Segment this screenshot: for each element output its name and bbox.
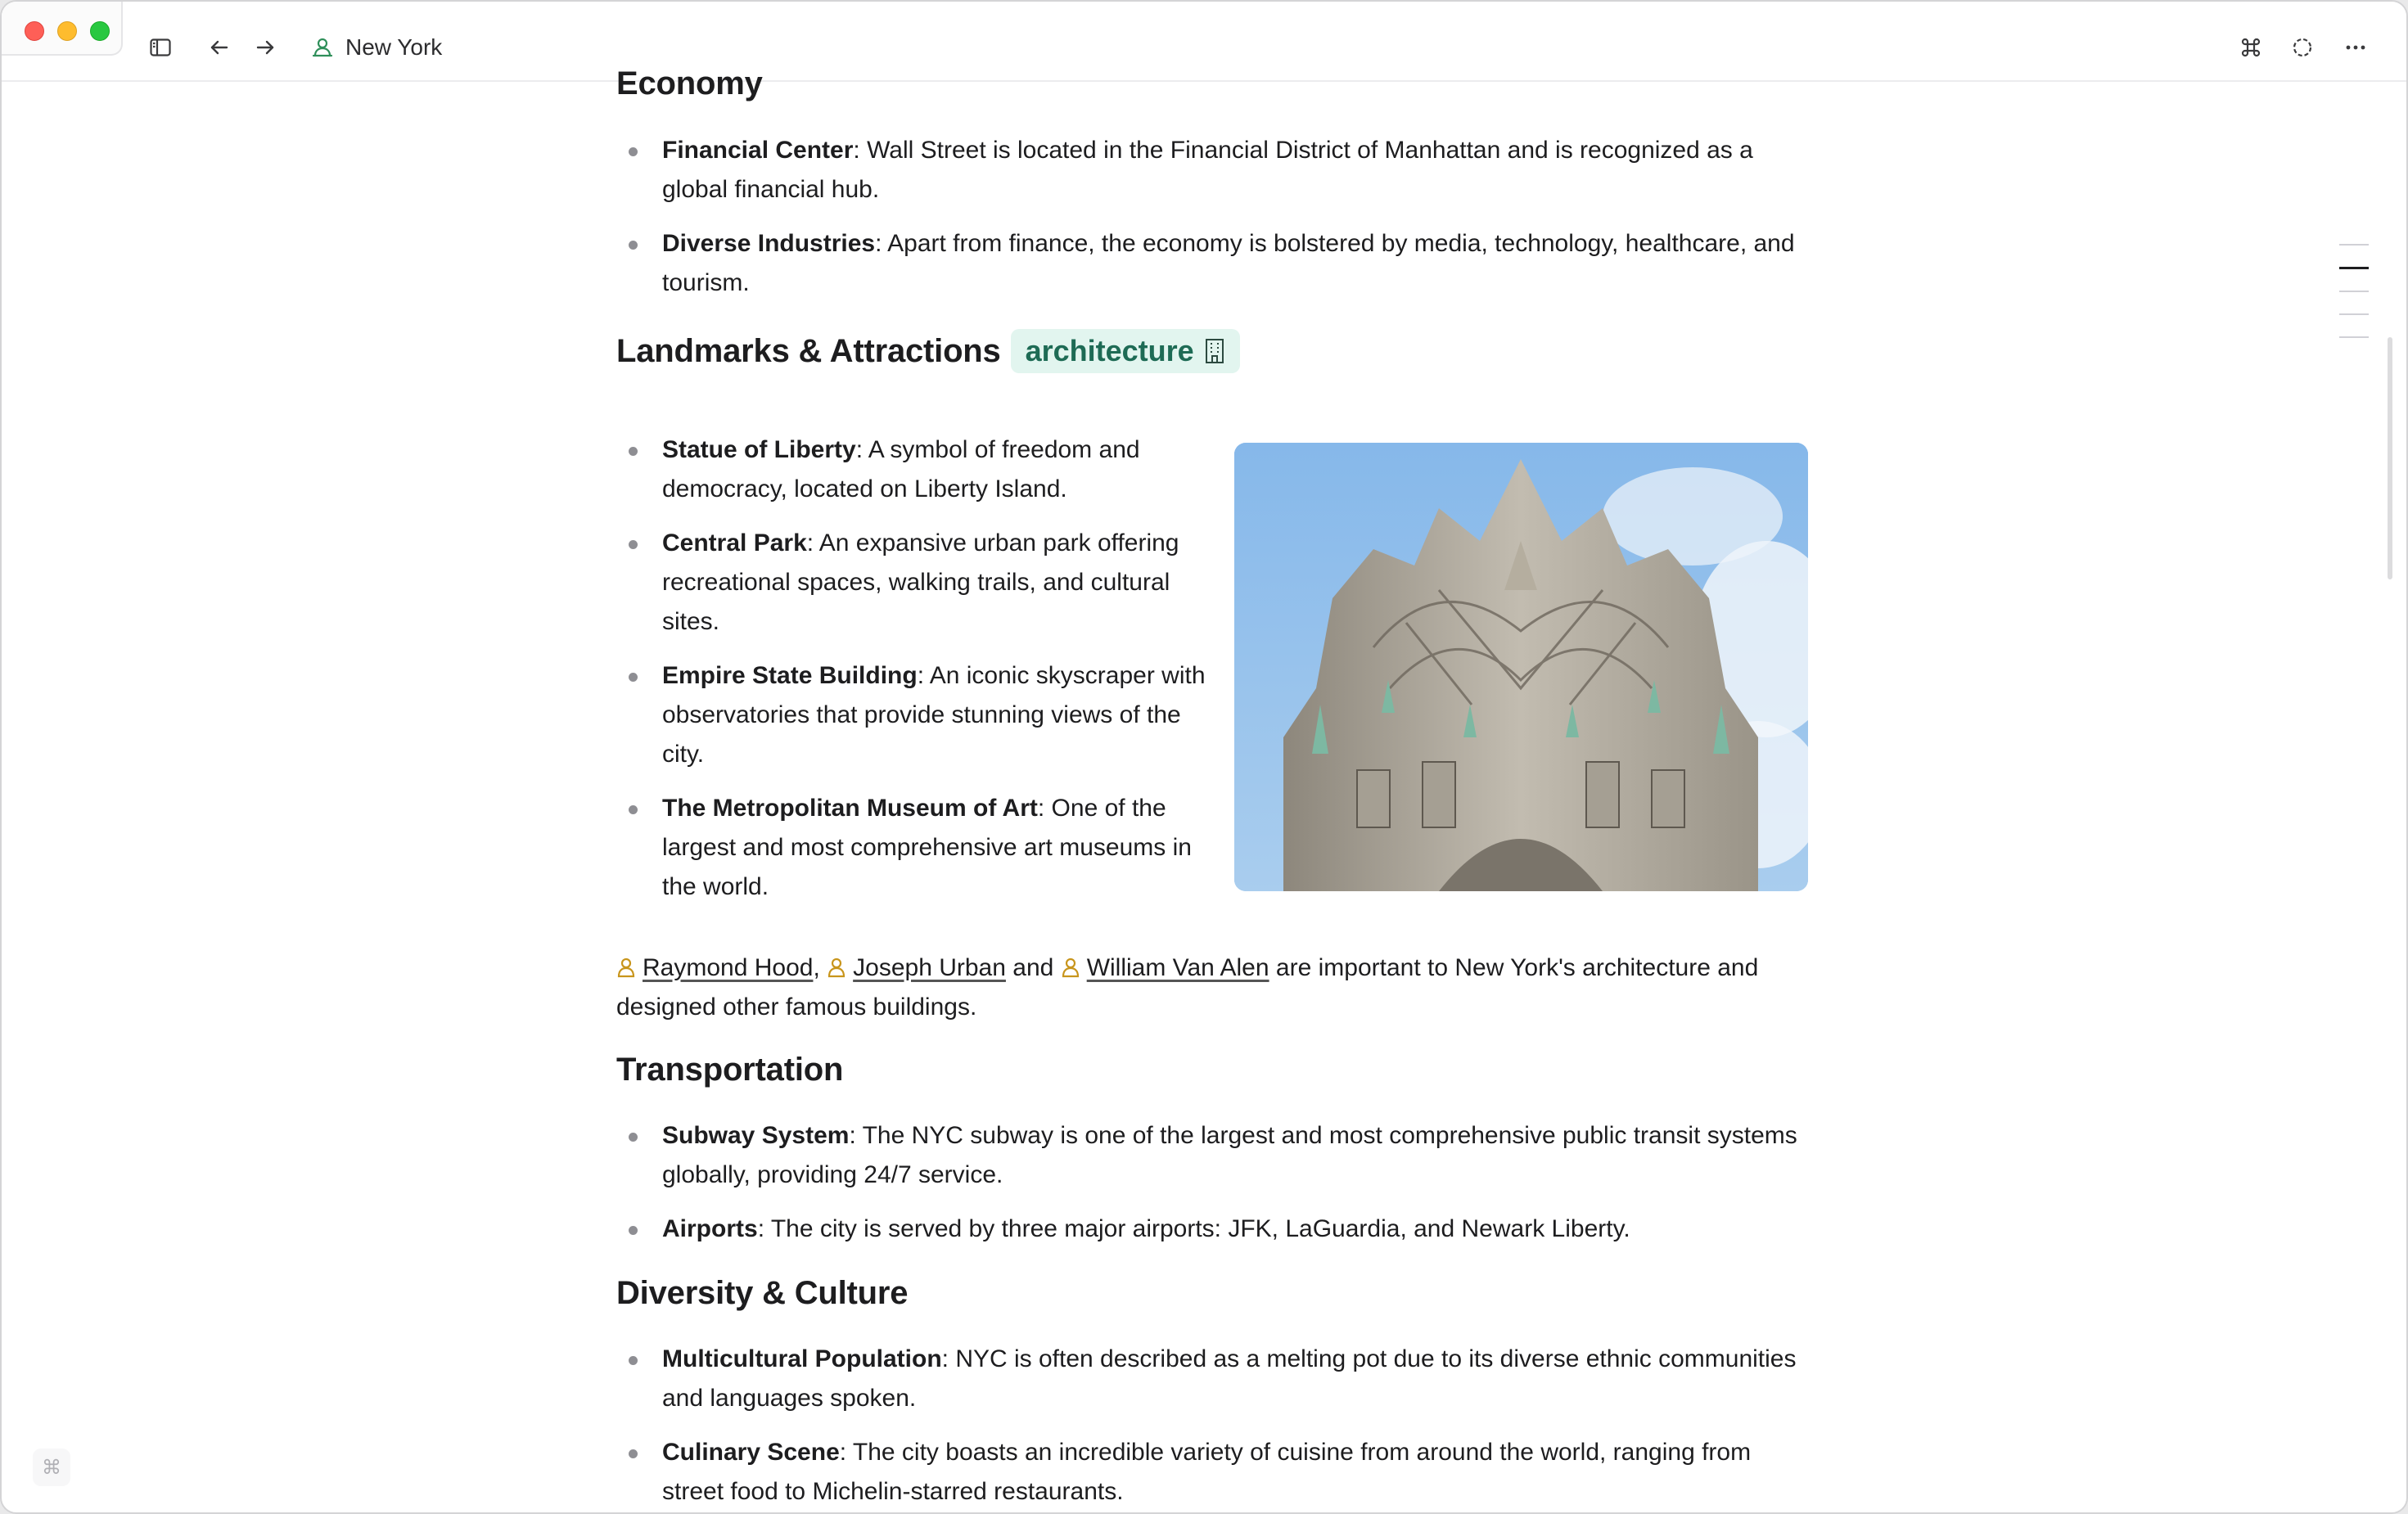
arrow-left-icon[interactable]	[203, 31, 236, 64]
person-link[interactable]: William Van Alen	[1086, 954, 1269, 981]
item-text: : The NYC subway is one of the largest and most comprehensive public transit systems globally, providing 24/7 service.	[662, 1122, 1797, 1188]
item-text: : Wall Street is located in the Financial District of Manhattan and is recognized as a global financial hub.	[662, 137, 1753, 203]
list-item	[616, 524, 1206, 642]
more-icon[interactable]	[2339, 31, 2372, 64]
page-title	[311, 31, 442, 64]
heading-economy: Economy	[616, 65, 763, 101]
list-item	[616, 1210, 1811, 1249]
user-location-icon	[311, 36, 334, 59]
person-mention[interactable]	[1061, 954, 1269, 981]
tag-label: architecture	[1025, 334, 1194, 367]
paragraph-tail: are important to New York's architecture and designed other famous buildings.	[616, 954, 1759, 1021]
maximize-window-button[interactable]	[90, 21, 110, 41]
person-icon	[616, 957, 636, 978]
list-item	[616, 1433, 1811, 1512]
command-hint-icon[interactable]: ⌘	[33, 1449, 70, 1486]
scrollbar-thumb[interactable]	[2388, 337, 2392, 579]
item-term: Financial Center	[662, 137, 854, 164]
page-title-text: New York	[345, 34, 443, 60]
item-term: Empire State Building	[662, 662, 918, 689]
item-text: : The city boasts an incredible variety of cuisine from around the world, ranging from street food to Michelin-starred restaurants.	[662, 1439, 1752, 1505]
sidebar-toggle-icon[interactable]	[144, 31, 177, 64]
landmarks-list	[616, 430, 1206, 921]
command-icon[interactable]	[2234, 31, 2267, 64]
heading-diversity: Diversity & Culture	[616, 1275, 909, 1311]
heading-transportation: Transportation	[616, 1052, 844, 1088]
item-text: : One of the largest and most comprehensive art museums in the world.	[662, 795, 1192, 900]
item-text: : A symbol of freedom and democracy, located on Liberty Island.	[662, 436, 1140, 502]
person-icon	[827, 957, 846, 978]
list-item	[616, 224, 1811, 303]
outline-marker[interactable]	[2339, 313, 2369, 315]
list-item	[616, 430, 1206, 509]
person-mention[interactable]	[616, 954, 813, 981]
heading-landmarks: Landmarks & Attractions	[616, 332, 1001, 369]
economy-list	[616, 131, 1811, 318]
list-item	[616, 656, 1206, 774]
item-term: Culinary Scene	[662, 1439, 840, 1466]
title-bar	[2, 2, 2406, 82]
item-text: : The city is served by three major airports: JFK, LaGuardia, and Newark Liberty.	[757, 1215, 1630, 1242]
list-item	[616, 131, 1811, 210]
document-outline[interactable]	[2339, 244, 2369, 359]
transportation-list	[616, 1116, 1811, 1264]
list-item	[616, 1340, 1811, 1418]
arrow-right-icon[interactable]	[249, 31, 282, 64]
sync-icon[interactable]	[2286, 31, 2319, 64]
building-icon	[1204, 338, 1225, 364]
item-term: Diverse Industries	[662, 230, 876, 257]
outline-marker[interactable]	[2339, 244, 2369, 246]
item-term: Airports	[662, 1215, 758, 1242]
item-term: The Metropolitan Museum of Art	[662, 795, 1038, 822]
person-link[interactable]: Joseph Urban	[853, 954, 1006, 981]
item-text: : NYC is often described as a melting pot due to its diverse ethnic communities and languages spoken.	[662, 1345, 1797, 1412]
close-window-button[interactable]	[25, 21, 44, 41]
item-text: : An iconic skyscraper with observatories that provide stunning views of the city.	[662, 662, 1206, 768]
outline-marker[interactable]	[2339, 291, 2369, 292]
outline-marker[interactable]	[2339, 336, 2369, 338]
outline-marker-active[interactable]	[2339, 267, 2369, 269]
separator-text: and	[1012, 954, 1054, 981]
item-term: Subway System	[662, 1122, 850, 1149]
window-controls	[25, 21, 110, 41]
minimize-window-button[interactable]	[57, 21, 77, 41]
item-text: : An expansive urban park offering recreational spaces, walking trails, and cultural sites.	[662, 529, 1179, 635]
separator-text: ,	[813, 954, 820, 981]
list-item	[616, 1116, 1811, 1195]
diversity-list	[616, 1340, 1811, 1514]
person-mention[interactable]	[827, 954, 1006, 981]
item-term: Multicultural Population	[662, 1345, 942, 1372]
item-term: Central Park	[662, 529, 807, 556]
building-photo[interactable]	[1234, 443, 1808, 891]
item-term: Statue of Liberty	[662, 436, 856, 463]
person-icon	[1061, 957, 1080, 978]
architecture-tag[interactable]	[1011, 329, 1240, 373]
list-item	[616, 789, 1206, 907]
item-text: : Apart from finance, the economy is bolstered by media, technology, healthcare, and tourism.	[662, 230, 1795, 296]
heading-landmarks-row	[616, 329, 1240, 373]
person-link[interactable]: Raymond Hood	[643, 954, 814, 981]
architects-paragraph	[616, 949, 1811, 1027]
